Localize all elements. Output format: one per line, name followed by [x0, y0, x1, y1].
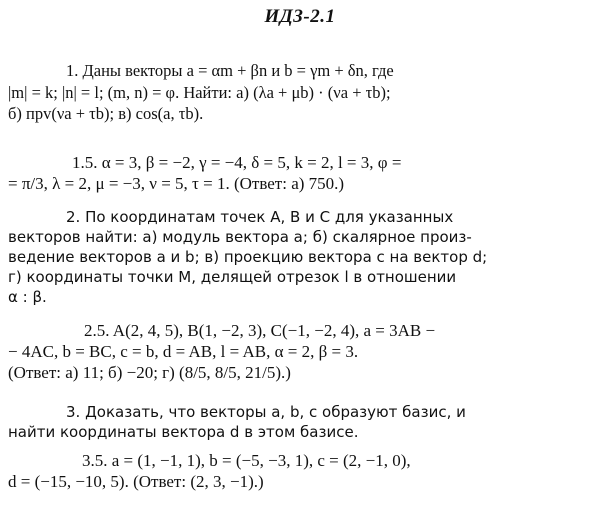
task-2-line-3: ведение векторов a и b; в) проекцию вектора c на вектор d;: [8, 248, 488, 266]
task-2-line-2: векторов найти: а) модуль вектора a; б) скалярное произ-: [8, 228, 472, 246]
task-3-line-2: найти координаты вектора d в этом базисе.: [8, 423, 359, 441]
variant-1-5-line-2: = π/3, λ = 2, μ = −3, ν = 5, τ = 1. (Ответ: а) 750.): [8, 174, 345, 193]
task-1-line-3: б) прv(νa + τb); в) cos(a, τb).: [8, 104, 204, 123]
task-3-line-1: 3. Доказать, что векторы a, b, c образуют базис, и: [66, 403, 466, 421]
task-3-variant: [8, 450, 592, 492]
task-2-variant: [8, 320, 592, 383]
variant-1-5-line-1: 1.5. α = 3, β = −2, γ = −4, δ = 5, k = 2, l = 3, φ =: [72, 153, 402, 172]
task-2-statement: [8, 207, 592, 307]
variant-3-5-line-2: d = (−15, −10, 5). (Ответ: (2, 3, −1).): [8, 472, 264, 491]
variant-2-5-line-2: − 4AC, b = BC, c = b, d = AB, l = AB, α = 2, β = 3.: [8, 342, 359, 361]
variant-2-5-line-1: 2.5. A(2, 4, 5), B(1, −2, 3), C(−1, −2, 4), a = 3AB −: [84, 321, 436, 340]
variant-2-5-line-3: (Ответ: а) 11; б) −20; г) (8/5, 8/5, 21/5).): [8, 363, 291, 382]
task-3-statement: [8, 402, 592, 442]
page-title: ИДЗ-2.1: [264, 6, 336, 27]
task-1-line-1: 1. Даны векторы a = αm + βn и b = γm + δn, где: [66, 61, 394, 80]
task-1-variant: [8, 152, 592, 194]
task-1-line-2: |m| = k; |n| = l; (m, n) = φ. Найти: а) (λa + μb) · (νa + τb);: [8, 82, 391, 102]
task-2-line-5: α : β.: [8, 288, 47, 306]
task-1-statement: [8, 60, 592, 125]
task-2-line-4: г) координаты точки M, делящей отрезок l в отношении: [8, 268, 457, 286]
task-2-line-1: 2. По координатам точек A, B и C для указанных: [66, 208, 454, 226]
variant-3-5-line-1: 3.5. a = (1, −1, 1), b = (−5, −3, 1), c = (2, −1, 0),: [82, 451, 411, 470]
